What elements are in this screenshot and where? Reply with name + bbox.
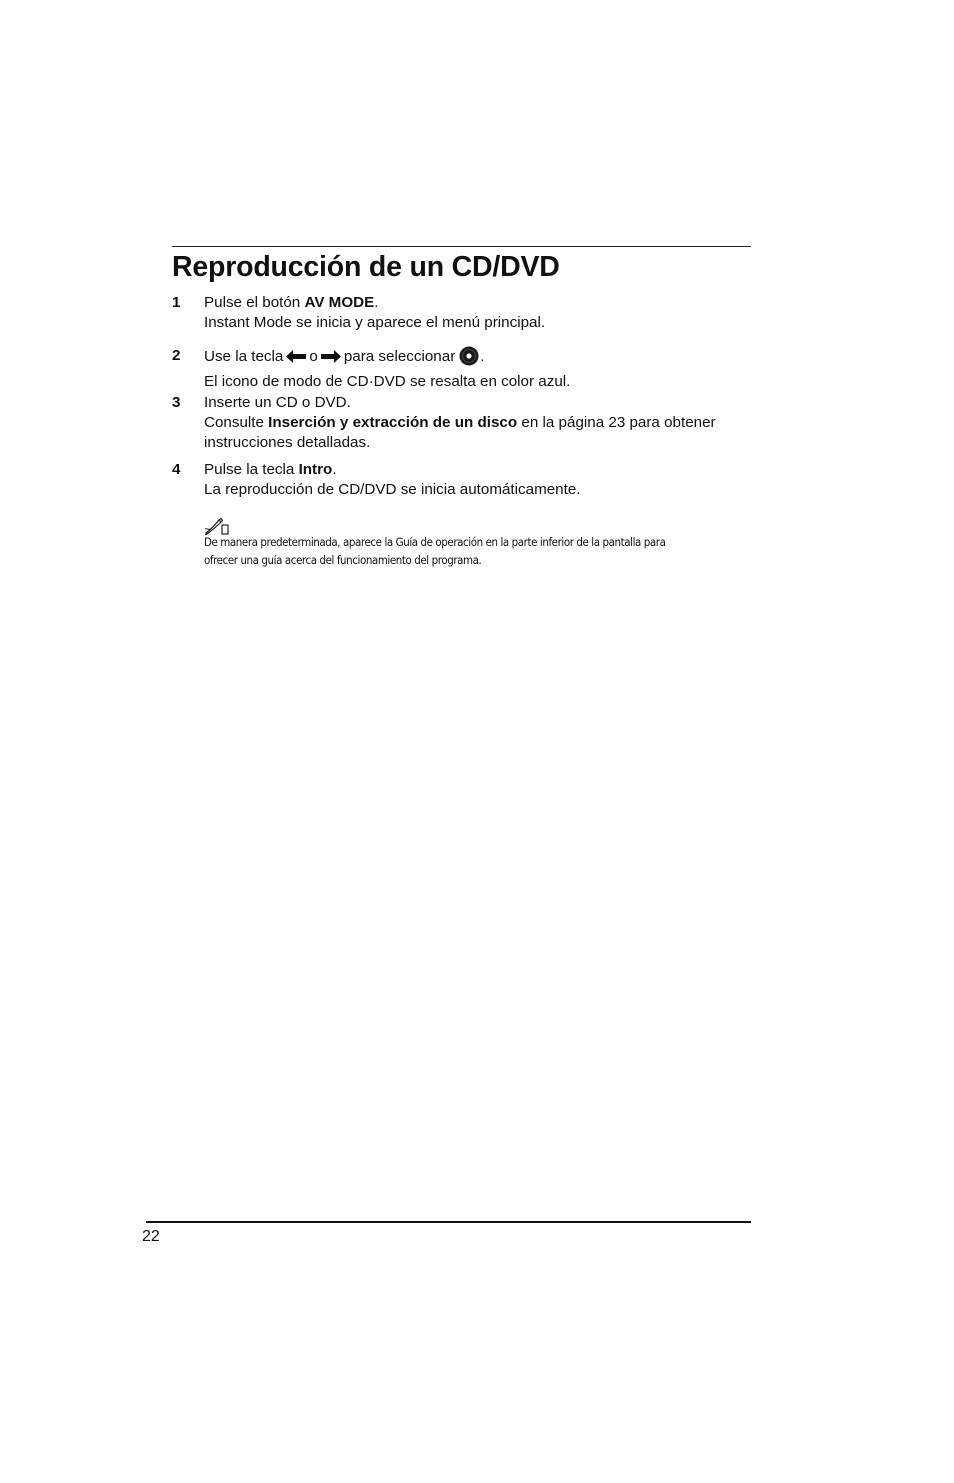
step-text: .	[332, 461, 337, 478]
disc-icon	[459, 346, 479, 372]
step-body	[204, 393, 752, 453]
note-text	[204, 534, 756, 570]
step-text: en la página 23 para obtener	[517, 414, 716, 431]
step-number: 2	[172, 347, 181, 364]
step-instruction	[204, 346, 752, 372]
step-result: El icono de modo de CD·DVD se resalta en color azul.	[204, 373, 571, 390]
step-body	[204, 460, 752, 500]
step-reference	[204, 413, 752, 433]
step-text: para seleccionar	[343, 348, 456, 365]
step-instruction	[204, 460, 752, 480]
footer-rule	[146, 1221, 751, 1223]
key-name-av-mode: AV MODE	[304, 294, 375, 311]
note	[204, 517, 764, 570]
step-instruction	[204, 293, 752, 313]
step-number: 1	[172, 294, 181, 311]
step-text: Use la tecla	[204, 348, 284, 365]
step-text: .	[374, 294, 379, 311]
step-result: La reproducción de CD/DVD se inicia automáticamente.	[204, 481, 581, 498]
step-text: Pulse la tecla	[204, 461, 299, 478]
step-text: Consulte	[204, 414, 269, 431]
page-number: 22	[142, 1228, 160, 1245]
step-number: 3	[172, 394, 181, 411]
step-number: 4	[172, 461, 181, 478]
step-result: Instant Mode se inicia y aparece el menú principal.	[204, 314, 546, 331]
step-text: Pulse el botón	[204, 294, 305, 311]
step-instruction: Inserte un CD o DVD.	[204, 394, 351, 411]
step-text: o	[309, 348, 318, 365]
right-arrow-key-icon	[321, 349, 341, 369]
step-body	[204, 346, 752, 392]
page-title: Reproducción de un CD/DVD	[172, 251, 560, 283]
note-pencil-icon	[204, 517, 230, 535]
step-text: .	[480, 348, 485, 365]
note-line: De manera predeterminada, aparece la Guía de operación en la parte inferior de la pantalla para	[204, 536, 666, 549]
key-name-intro: Intro	[298, 461, 333, 478]
title-rule	[172, 246, 751, 247]
left-arrow-key-icon	[286, 349, 306, 369]
cross-reference-title: Inserción y extracción de un disco	[268, 414, 518, 431]
note-line: ofrecer una guía acerca del funcionamiento del programa.	[204, 554, 482, 567]
step-reference-continued: instrucciones detalladas.	[204, 434, 371, 451]
step-body	[204, 293, 752, 333]
